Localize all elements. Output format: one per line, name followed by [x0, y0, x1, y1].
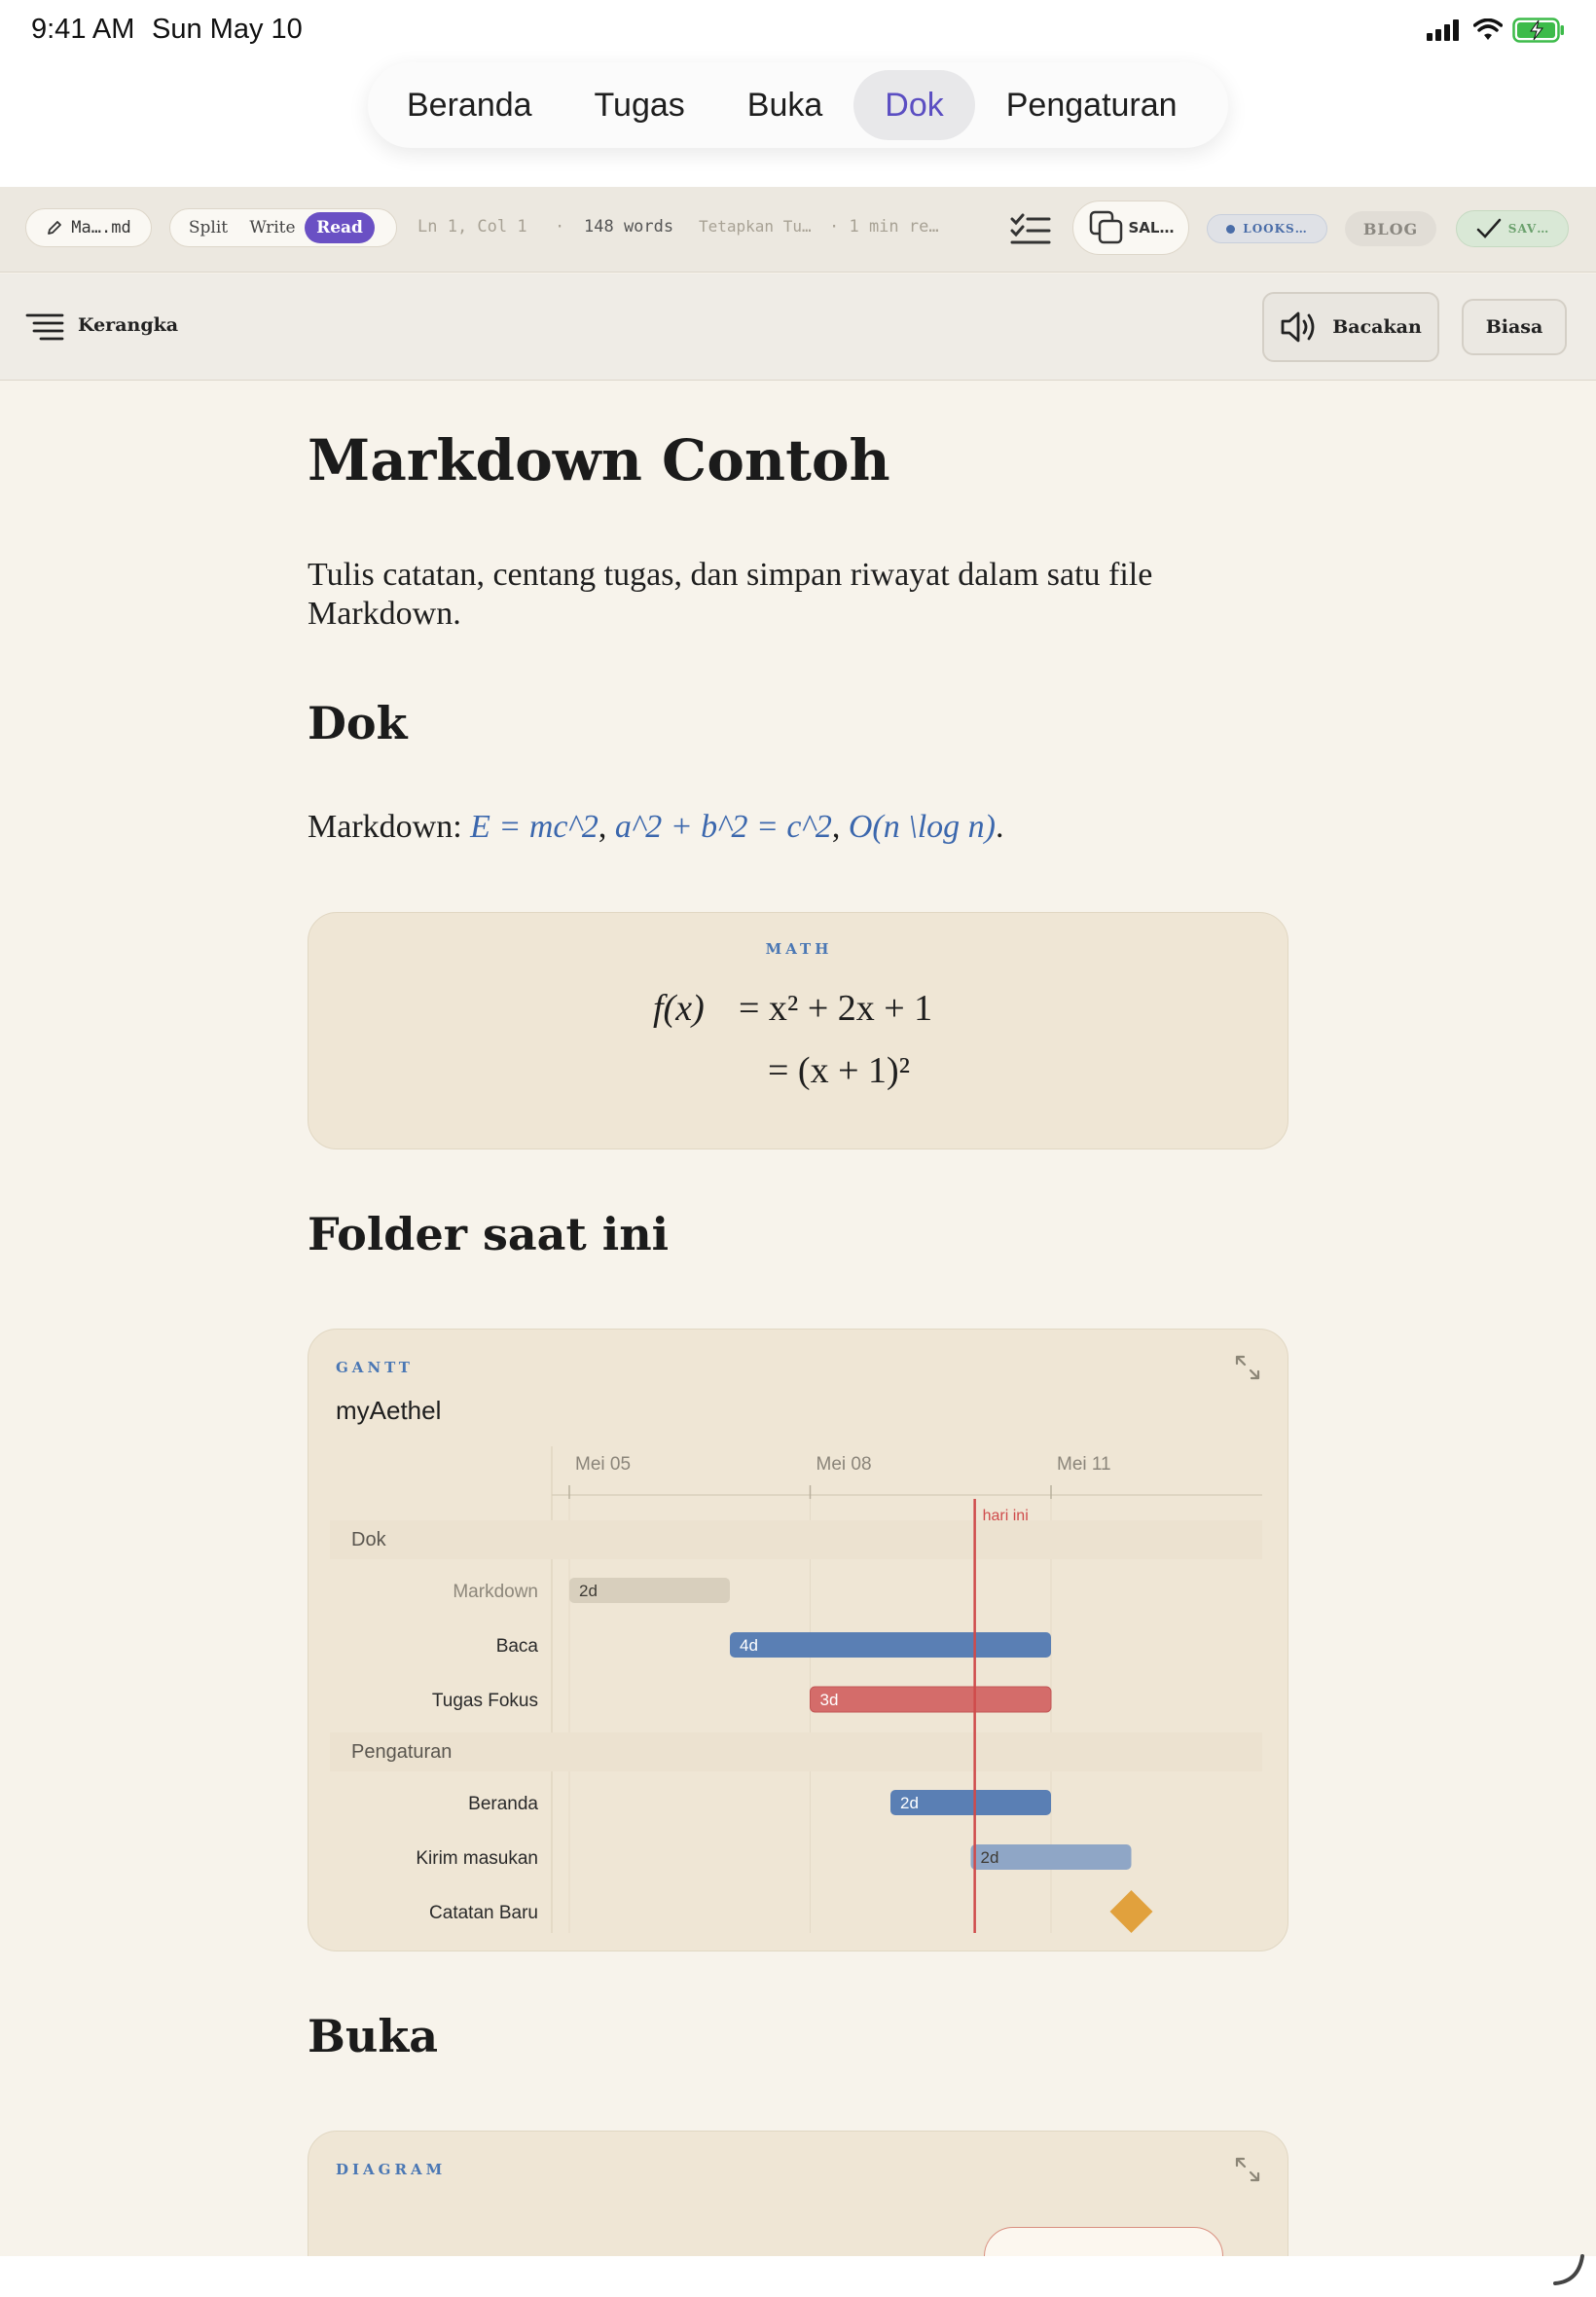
looks-badge[interactable]: [1207, 214, 1327, 243]
main-tab-bar: [368, 62, 1228, 148]
outline-bar: [0, 273, 1596, 381]
file-name-button[interactable]: [25, 208, 152, 247]
tab-pengaturan[interactable]: Pengaturan: [1005, 86, 1178, 124]
view-mode-switch: [169, 208, 397, 247]
gantt-bar-label: 4d: [740, 1636, 758, 1655]
checklist-icon[interactable]: [1010, 212, 1051, 247]
toolbar-separator: ·: [555, 217, 565, 237]
math-line1-rhs: = x² + 2x + 1: [739, 988, 933, 1029]
expand-icon[interactable]: [1233, 2155, 1262, 2184]
gantt-task-label: Kirim masukan: [416, 1848, 538, 1869]
status-icons: [1427, 18, 1565, 43]
status-date: Sun May 10: [152, 14, 303, 45]
outline-label[interactable]: Kerangka: [78, 314, 179, 336]
bottom-bar: [0, 2256, 1596, 2297]
diagram-card-label: DIAGRAM: [336, 2161, 447, 2178]
cellular-signal-icon: [1427, 19, 1464, 41]
gantt-task-label: Beranda: [468, 1794, 538, 1814]
gantt-today-label: hari ini: [982, 1508, 1029, 1524]
resize-grip-icon[interactable]: [1551, 2252, 1586, 2287]
saved-badge[interactable]: [1456, 210, 1569, 247]
gantt-chart: [308, 1427, 1289, 1952]
gantt-card: [308, 1329, 1288, 1951]
gantt-section-band: [330, 1732, 1262, 1771]
md-sep-1: ,: [598, 809, 615, 845]
gantt-bar-label: 3d: [819, 1691, 839, 1709]
math-card: [308, 912, 1288, 1149]
gantt-bar-label: 2d: [900, 1794, 919, 1812]
gantt-date-label: Mei 11: [1057, 1454, 1111, 1475]
mode-normal-label: Biasa: [1485, 316, 1543, 338]
gantt-date-label: Mei 08: [816, 1454, 872, 1475]
gantt-task-label: Catatan Baru: [429, 1903, 538, 1923]
looks-label: LOOKS…: [1243, 222, 1308, 236]
editor-toolbar: [0, 187, 1596, 273]
gantt-section-label: Pengaturan: [351, 1741, 453, 1763]
section-heading-dok: Dok: [308, 697, 408, 749]
status-bar: [0, 0, 1596, 62]
gantt-task-label: Markdown: [453, 1582, 538, 1602]
blog-label: BLOG: [1362, 219, 1419, 238]
gantt-milestone: [1110, 1890, 1153, 1933]
inline-math-1: E = mc^2: [470, 809, 598, 845]
read-time: · 1 min re…: [829, 217, 939, 237]
gantt-section-band: [330, 1520, 1262, 1559]
document-title: Markdown Contoh: [308, 427, 890, 493]
status-time: 9:41 AM: [31, 14, 135, 45]
tab-tugas[interactable]: Tugas: [594, 86, 685, 124]
saved-label: SAV…: [1507, 222, 1550, 236]
gantt-bar: [811, 1687, 1052, 1712]
task-hint: Tetapkan Tu…: [699, 217, 812, 236]
outline-list-icon[interactable]: [25, 312, 64, 342]
read-aloud-button[interactable]: [1262, 292, 1439, 362]
checkmark-icon: [1475, 217, 1503, 240]
gantt-task-label: Baca: [495, 1636, 538, 1657]
math-card-label: MATH: [765, 940, 833, 958]
cursor-position: Ln 1, Col 1: [417, 217, 527, 237]
file-name: Ma….md: [71, 218, 131, 237]
gantt-task-label: Tugas Fokus: [431, 1691, 538, 1711]
tab-dok[interactable]: Dok: [853, 70, 974, 140]
tab-buka[interactable]: Buka: [746, 86, 823, 124]
intro-paragraph: Tulis catatan, centang tugas, dan simpan riwayat dalam satu file Markdown.: [308, 557, 1153, 632]
gantt-section-label: Dok: [351, 1529, 386, 1550]
gantt-title: myAethel: [336, 1396, 442, 1425]
math-line1-lhs: f(x): [653, 988, 705, 1029]
copy-label: SAL…: [1128, 219, 1175, 237]
mode-read-button[interactable]: Read: [305, 212, 375, 243]
speaker-icon: [1280, 310, 1321, 344]
inline-math-3: O(n \log n): [848, 809, 996, 845]
mode-write-button[interactable]: Write: [249, 218, 296, 237]
read-aloud-label: Bacakan: [1332, 316, 1422, 338]
gantt-bar: [730, 1632, 1051, 1658]
math-line2-rhs: = (x + 1)²: [768, 1050, 911, 1091]
blog-badge[interactable]: [1345, 211, 1436, 246]
wifi-icon: [1473, 18, 1503, 42]
section-heading-folder: Folder saat ini: [308, 1208, 670, 1260]
copy-icon: [1088, 209, 1125, 246]
inline-math-2: a^2 + b^2 = c^2: [614, 809, 832, 845]
looks-dot-icon: [1226, 225, 1235, 234]
expand-icon[interactable]: [1233, 1353, 1262, 1382]
md-end: .: [995, 809, 1004, 845]
gantt-card-label: GANTT: [336, 1359, 414, 1376]
md-sep-2: ,: [831, 809, 849, 845]
word-count: 148 words: [584, 217, 674, 237]
pencil-icon: [46, 219, 63, 237]
gantt-date-label: Mei 05: [575, 1454, 632, 1475]
copy-button[interactable]: [1072, 201, 1189, 255]
tab-beranda[interactable]: Beranda: [407, 86, 532, 124]
mode-normal-button[interactable]: [1462, 299, 1567, 355]
gantt-bar-label: 2d: [980, 1848, 999, 1867]
section-heading-buka: Buka: [308, 2010, 439, 2062]
markdown-math-line: [308, 809, 1003, 846]
mode-split-button[interactable]: Split: [188, 218, 229, 237]
battery-charging-icon: [1512, 18, 1565, 43]
md-prefix: Markdown:: [308, 809, 471, 845]
gantt-bar-label: 2d: [579, 1582, 598, 1600]
